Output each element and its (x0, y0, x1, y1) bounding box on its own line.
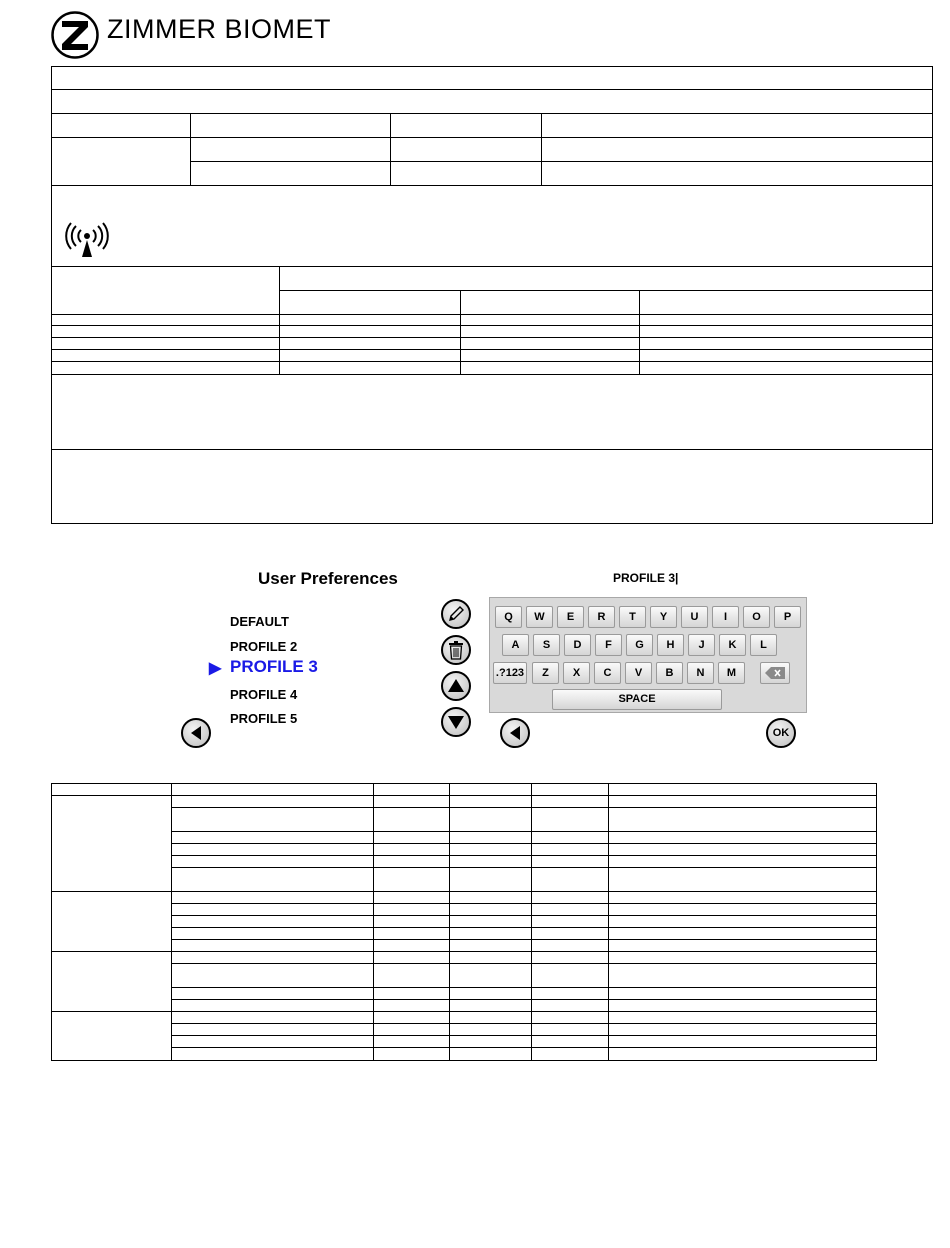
key-u[interactable]: U (681, 606, 708, 628)
key-a[interactable]: A (502, 634, 529, 656)
arrow-down-icon (447, 714, 465, 730)
backspace-key[interactable] (760, 662, 790, 684)
keyboard-back-button[interactable] (500, 718, 530, 748)
key-n[interactable]: N (687, 662, 714, 684)
key-x[interactable]: X (563, 662, 590, 684)
move-up-button[interactable] (441, 671, 471, 701)
key-symbols[interactable]: .?123 (493, 662, 527, 684)
trash-icon (447, 640, 465, 660)
key-z[interactable]: Z (532, 662, 559, 684)
brand-name: ZIMMER BIOMET (107, 14, 331, 44)
profile-item-5[interactable]: PROFILE 5 (230, 711, 298, 726)
non-ionizing-radiation-icon (64, 221, 110, 259)
key-s[interactable]: S (533, 634, 560, 656)
key-o[interactable]: O (743, 606, 770, 628)
key-l[interactable]: L (750, 634, 777, 656)
edit-button[interactable] (441, 599, 471, 629)
profile-name-field[interactable]: PROFILE 3| (613, 571, 679, 585)
delete-button[interactable] (441, 635, 471, 665)
key-f[interactable]: F (595, 634, 622, 656)
key-h[interactable]: H (657, 634, 684, 656)
key-t[interactable]: T (619, 606, 646, 628)
key-c[interactable]: C (594, 662, 621, 684)
key-i[interactable]: I (712, 606, 739, 628)
move-down-button[interactable] (441, 707, 471, 737)
backspace-icon (764, 666, 786, 680)
zimmer-biomet-logo-icon (50, 10, 100, 60)
back-arrow-icon (507, 725, 523, 741)
key-w[interactable]: W (526, 606, 553, 628)
profile-item-4[interactable]: PROFILE 4 (230, 687, 298, 702)
key-q[interactable]: Q (495, 606, 522, 628)
key-g[interactable]: G (626, 634, 653, 656)
back-button[interactable] (181, 718, 211, 748)
ok-label: OK (772, 727, 790, 739)
selection-arrow-icon: ▶ (209, 660, 222, 677)
space-key[interactable]: SPACE (552, 689, 722, 710)
key-v[interactable]: V (625, 662, 652, 684)
key-p[interactable]: P (774, 606, 801, 628)
key-k[interactable]: K (719, 634, 746, 656)
profile-item-2[interactable]: PROFILE 2 (230, 639, 298, 654)
key-e[interactable]: E (557, 606, 584, 628)
profile-item-3-selected[interactable]: PROFILE 3 (230, 657, 318, 676)
key-r[interactable]: R (588, 606, 615, 628)
profile-item-default[interactable]: DEFAULT (230, 614, 289, 629)
on-screen-keyboard (489, 597, 807, 713)
user-preferences-title: User Preferences (258, 569, 398, 588)
key-m[interactable]: M (718, 662, 745, 684)
key-y[interactable]: Y (650, 606, 677, 628)
arrow-up-icon (447, 678, 465, 694)
key-b[interactable]: B (656, 662, 683, 684)
pencil-icon (447, 605, 465, 623)
key-j[interactable]: J (688, 634, 715, 656)
ok-button[interactable] (766, 718, 796, 748)
key-d[interactable]: D (564, 634, 591, 656)
back-arrow-icon (188, 725, 204, 741)
